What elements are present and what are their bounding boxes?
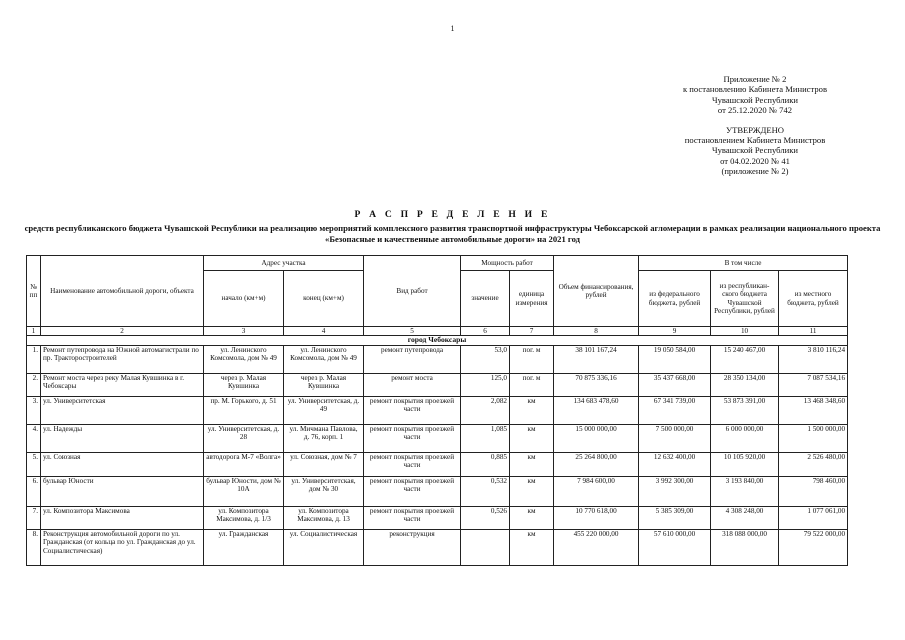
capacity-value: [461, 530, 510, 566]
row-number: 4.: [27, 425, 41, 453]
funding-local: 13 468 348,60: [779, 397, 848, 425]
table-row: [27, 397, 848, 425]
section-end: ул. Мичмана Павлова, д. 76, корп. 1: [284, 425, 364, 453]
work-type: ремонт покрытия проезжей части: [364, 425, 461, 453]
capacity-unit: км: [510, 397, 554, 425]
work-type: реконструкция: [364, 530, 461, 566]
document-title: Р А С П Р Е Д Е Л Е Н И Е: [354, 209, 551, 220]
row-number: 8.: [27, 530, 41, 566]
capacity-unit: км: [510, 453, 554, 477]
column-number: 4: [284, 327, 364, 336]
funding-federal: 19 050 584,00: [639, 346, 711, 374]
section-start: ул. Ленинского Комсомола, дом № 49: [204, 346, 284, 374]
funding-republic: 318 088 000,00: [711, 530, 779, 566]
header-start: начало (км+м): [204, 271, 284, 327]
approval-block: [650, 74, 860, 177]
row-number: 1.: [27, 346, 41, 374]
capacity-unit: км: [510, 507, 554, 530]
funding-republic: 53 873 391,00: [711, 397, 779, 425]
column-number: 9: [639, 327, 711, 336]
header-republic: из республикан-ского бюджета Чувашской Республики, рублей: [711, 271, 779, 327]
column-number: 6: [461, 327, 510, 336]
funding-republic: 10 105 920,00: [711, 453, 779, 477]
funding-total: 38 101 167,24: [554, 346, 639, 374]
capacity-value: 1,085: [461, 425, 510, 453]
funding-federal: 7 500 000,00: [639, 425, 711, 453]
column-number: 3: [204, 327, 284, 336]
capacity-unit: пог. м: [510, 374, 554, 397]
capacity-value: 0,532: [461, 477, 510, 507]
column-number: 10: [711, 327, 779, 336]
capacity-value: 125,0: [461, 374, 510, 397]
header-including: В том числе: [639, 256, 848, 271]
row-number: 5.: [27, 453, 41, 477]
road-name: Реконструкция автомобильной дороги по ул. Гражданская (от кольца по ул. Гражданская до ул. Социалистическая): [41, 530, 204, 566]
road-name: Ремонт путепровода на Южной автомагистрали по пр. Тракторостроителей: [41, 346, 204, 374]
funding-republic: 6 000 000,00: [711, 425, 779, 453]
section-end: ул. Университетская, д. 49: [284, 397, 364, 425]
approval-line: постановлением Кабинета Министров: [684, 135, 826, 146]
capacity-unit: км: [510, 530, 554, 566]
table-row: [27, 453, 848, 477]
funding-federal: 57 610 000,00: [639, 530, 711, 566]
column-number: 1: [27, 327, 41, 336]
section-end: ул. Композитора Максимова, д. 13: [284, 507, 364, 530]
capacity-unit: пог. м: [510, 346, 554, 374]
road-name: ул. Надежды: [41, 425, 204, 453]
work-type: ремонт покрытия проезжей части: [364, 507, 461, 530]
section-start: пр. М. Горького, д. 51: [204, 397, 284, 425]
funding-local: 1 077 061,00: [779, 507, 848, 530]
funding-total: 455 220 000,00: [554, 530, 639, 566]
funding-federal: 12 632 400,00: [639, 453, 711, 477]
funding-republic: 3 193 840,00: [711, 477, 779, 507]
work-type: ремонт покрытия проезжей части: [364, 453, 461, 477]
road-name: ул. Композитора Максимова: [41, 507, 204, 530]
approval-line: (приложение № 2): [721, 166, 789, 177]
table-row: [27, 507, 848, 530]
column-number: 5: [364, 327, 461, 336]
header-address: Адрес участка: [204, 256, 364, 271]
header-funding: Объем финансирования, рублей: [554, 256, 639, 327]
header-local: из местного бюджета, рублей: [779, 271, 848, 327]
road-name: ул. Союзная: [41, 453, 204, 477]
city-row: [27, 336, 848, 346]
capacity-value: 53,0: [461, 346, 510, 374]
row-number: 6.: [27, 477, 41, 507]
work-type: ремонт моста: [364, 374, 461, 397]
page-number: 1: [450, 24, 455, 33]
header-name: Наименование автомобильной дороги, объекта: [41, 256, 204, 327]
distribution-table: [26, 255, 848, 566]
header-capacity: Мощность работ: [461, 256, 554, 271]
row-number: 2.: [27, 374, 41, 397]
section-start: бульвар Юности, дом № 10А: [204, 477, 284, 507]
section-end: ул. Университетская, дом № 30: [284, 477, 364, 507]
funding-local: 2 526 480,00: [779, 453, 848, 477]
header-end: конец (км+м): [284, 271, 364, 327]
approval-line: Чувашской Республики: [712, 145, 798, 156]
section-end: через р. Малая Кувшинка: [284, 374, 364, 397]
approved-label: УТВЕРЖДЕНО: [725, 124, 785, 135]
capacity-unit: км: [510, 425, 554, 453]
column-number: 11: [779, 327, 848, 336]
approval-line: от 04.02.2020 № 41: [720, 155, 790, 166]
road-name: Ремонт моста через реку Малая Кувшинка в г. Чебоксары: [41, 374, 204, 397]
section-start: ул. Композитора Максимова, д. 1/3: [204, 507, 284, 530]
funding-republic: 28 350 134,00: [711, 374, 779, 397]
funding-republic: 4 308 248,00: [711, 507, 779, 530]
funding-local: 3 810 116,24: [779, 346, 848, 374]
appendix-label: Приложение № 2: [723, 74, 787, 84]
funding-local: 7 087 534,16: [779, 374, 848, 397]
table-row: [27, 477, 848, 507]
city-name: город Чебоксары: [27, 336, 848, 346]
capacity-value: 0,526: [461, 507, 510, 530]
funding-federal: 3 992 300,00: [639, 477, 711, 507]
row-number: 3.: [27, 397, 41, 425]
section-end: ул. Союзная, дом № 7: [284, 453, 364, 477]
funding-local: 79 522 000,00: [779, 530, 848, 566]
column-number: 7: [510, 327, 554, 336]
section-start: автодорога М-7 «Волга»: [204, 453, 284, 477]
column-number-row: [27, 327, 848, 336]
table-row: [27, 346, 848, 374]
table-row: [27, 425, 848, 453]
work-type: ремонт покрытия проезжей части: [364, 397, 461, 425]
funding-total: 25 264 800,00: [554, 453, 639, 477]
header-num: № пп: [27, 256, 41, 327]
capacity-unit: км: [510, 477, 554, 507]
funding-federal: 5 385 309,00: [639, 507, 711, 530]
section-start: ул. Университетская, д. 28: [204, 425, 284, 453]
document-subtitle: средств республиканского бюджета Чувашской Республики на реализацию мероприятий комплексного развития транспортной инфраструктуры Чебоксарской агломерации в рамках реализации национального проекта «Безопасные и качественные автомобильные дороги» на 2021 год: [24, 223, 881, 244]
approval-line: к постановлению Кабинета Министров: [682, 84, 828, 95]
funding-total: 70 875 336,16: [554, 374, 639, 397]
header-work-type: Вид работ: [364, 256, 461, 327]
funding-federal: 67 341 739,00: [639, 397, 711, 425]
funding-republic: 15 240 467,00: [711, 346, 779, 374]
row-number: 7.: [27, 507, 41, 530]
work-type: ремонт покрытия проезжей части: [364, 477, 461, 507]
header-value: значение: [461, 271, 510, 327]
funding-total: 7 984 600,00: [554, 477, 639, 507]
section-start: ул. Гражданская: [204, 530, 284, 566]
section-end: ул. Ленинского Комсомола, дом № 49: [284, 346, 364, 374]
section-end: ул. Социалистическая: [284, 530, 364, 566]
header-federal: из федерального бюджета, рублей: [639, 271, 711, 327]
approval-line: Чувашской Республики: [712, 94, 798, 105]
table-row: [27, 374, 848, 397]
funding-total: 134 683 478,60: [554, 397, 639, 425]
funding-total: 10 770 618,00: [554, 507, 639, 530]
header-unit: единица измерения: [510, 271, 554, 327]
approval-line: от 25.12.2020 № 742: [717, 105, 793, 116]
funding-local: 1 500 000,00: [779, 425, 848, 453]
capacity-value: 0,885: [461, 453, 510, 477]
column-number: 8: [554, 327, 639, 336]
funding-federal: 35 437 668,00: [639, 374, 711, 397]
road-name: бульвар Юности: [41, 477, 204, 507]
funding-total: 15 000 000,00: [554, 425, 639, 453]
table-row: [27, 530, 848, 566]
column-number: 2: [41, 327, 204, 336]
road-name: ул. Университетская: [41, 397, 204, 425]
capacity-value: 2,082: [461, 397, 510, 425]
section-start: через р. Малая Кувшинка: [204, 374, 284, 397]
work-type: ремонт путепровода: [364, 346, 461, 374]
funding-local: 798 460,00: [779, 477, 848, 507]
